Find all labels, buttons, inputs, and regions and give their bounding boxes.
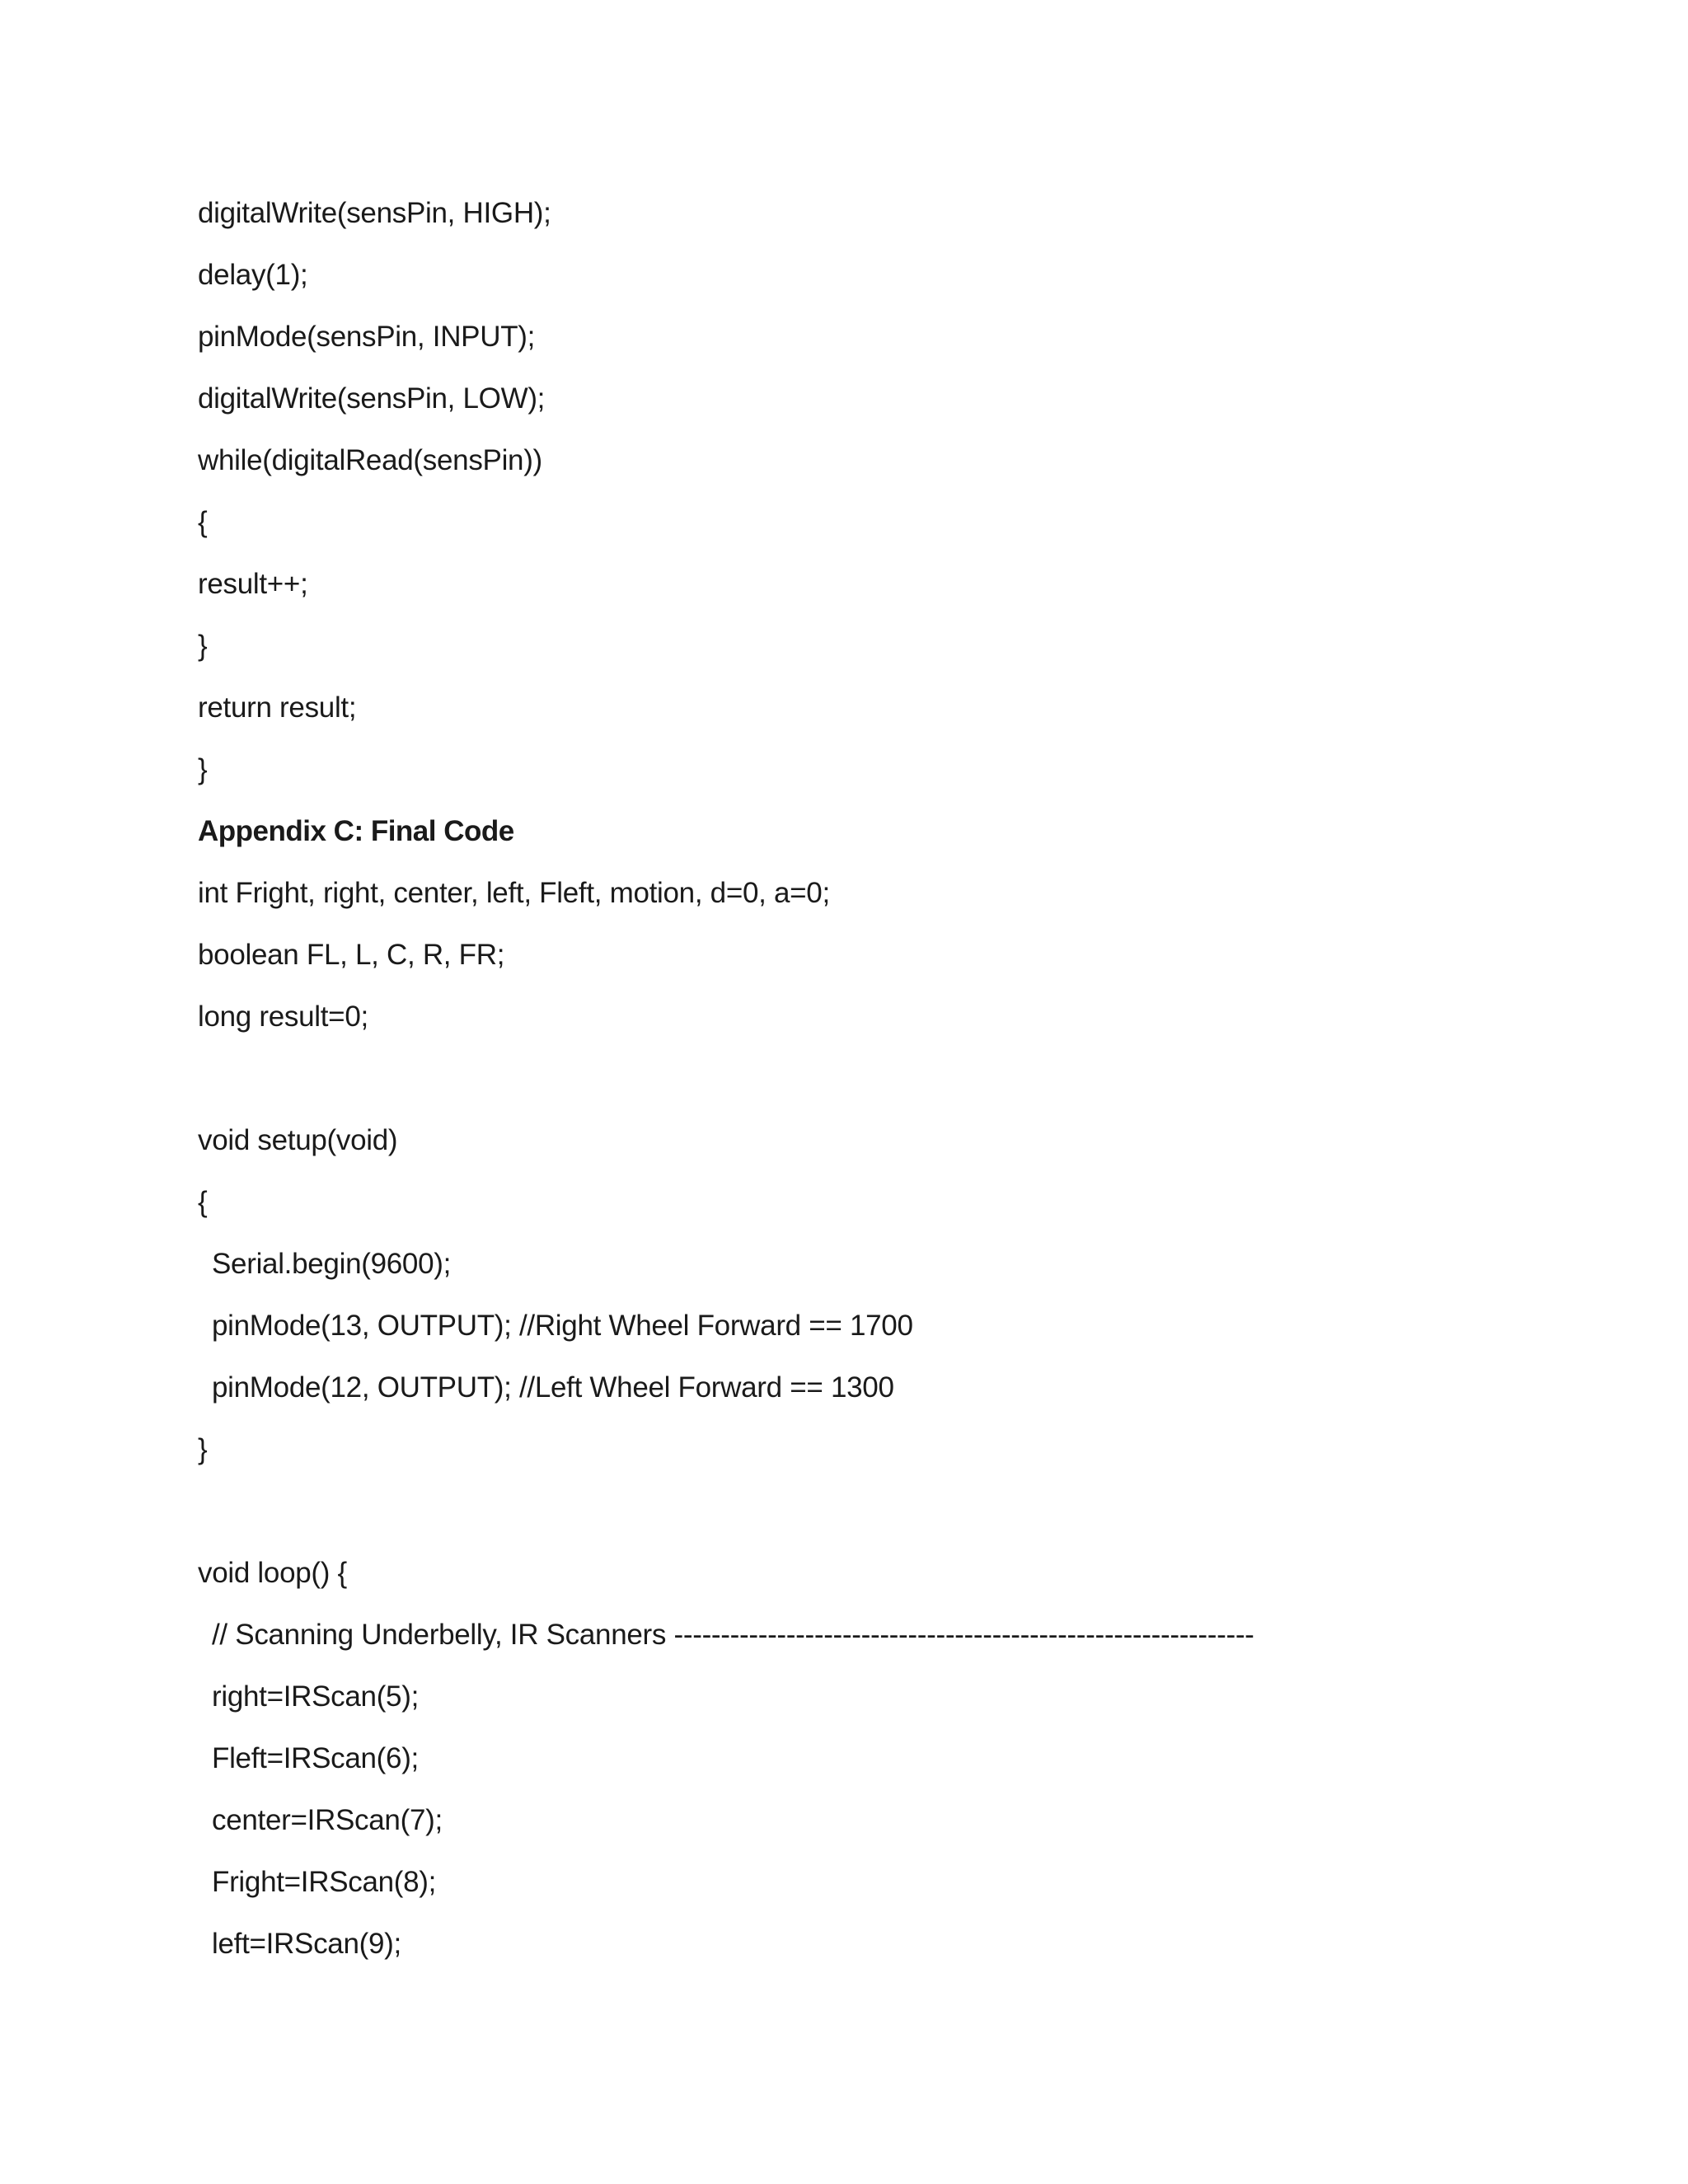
code-line: delay(1); xyxy=(198,259,308,291)
code-line: digitalWrite(sensPin, HIGH); xyxy=(198,197,551,229)
setup-signature: void setup(void) xyxy=(198,1124,398,1156)
code-line: left=IRScan(9); xyxy=(212,1928,401,1960)
code-line: return result; xyxy=(198,691,357,724)
code-line: pinMode(sensPin, INPUT); xyxy=(198,321,536,353)
code-line: { xyxy=(198,1186,208,1218)
code-line: pinMode(12, OUTPUT); //Left Wheel Forward == 1300 xyxy=(212,1371,894,1404)
appendix-heading: Appendix C: Final Code xyxy=(198,815,514,847)
code-line: Serial.begin(9600); xyxy=(212,1248,452,1280)
code-line: int Fright, right, center, left, Fleft, motion, d=0, a=0; xyxy=(198,877,830,909)
code-line: long result=0; xyxy=(198,1001,368,1033)
loop-signature: void loop() { xyxy=(198,1557,347,1589)
code-line: while(digitalRead(sensPin)) xyxy=(198,444,542,476)
code-line: boolean FL, L, C, R, FR; xyxy=(198,939,505,971)
code-line: right=IRScan(5); xyxy=(212,1680,420,1713)
code-line: { xyxy=(198,506,208,538)
code-line: Fright=IRScan(8); xyxy=(212,1866,437,1898)
code-comment: // Scanning Underbelly, IR Scanners -------------------------------------------------------------- xyxy=(212,1619,1254,1651)
code-line: pinMode(13, OUTPUT); //Right Wheel Forward == 1700 xyxy=(212,1310,913,1342)
code-line: digitalWrite(sensPin, LOW); xyxy=(198,382,546,415)
code-line: result++; xyxy=(198,568,308,600)
code-line: center=IRScan(7); xyxy=(212,1804,443,1836)
code-line: } xyxy=(198,1433,208,1465)
code-line: } xyxy=(198,753,208,785)
code-line: } xyxy=(198,630,208,662)
code-line: Fleft=IRScan(6); xyxy=(212,1742,419,1774)
